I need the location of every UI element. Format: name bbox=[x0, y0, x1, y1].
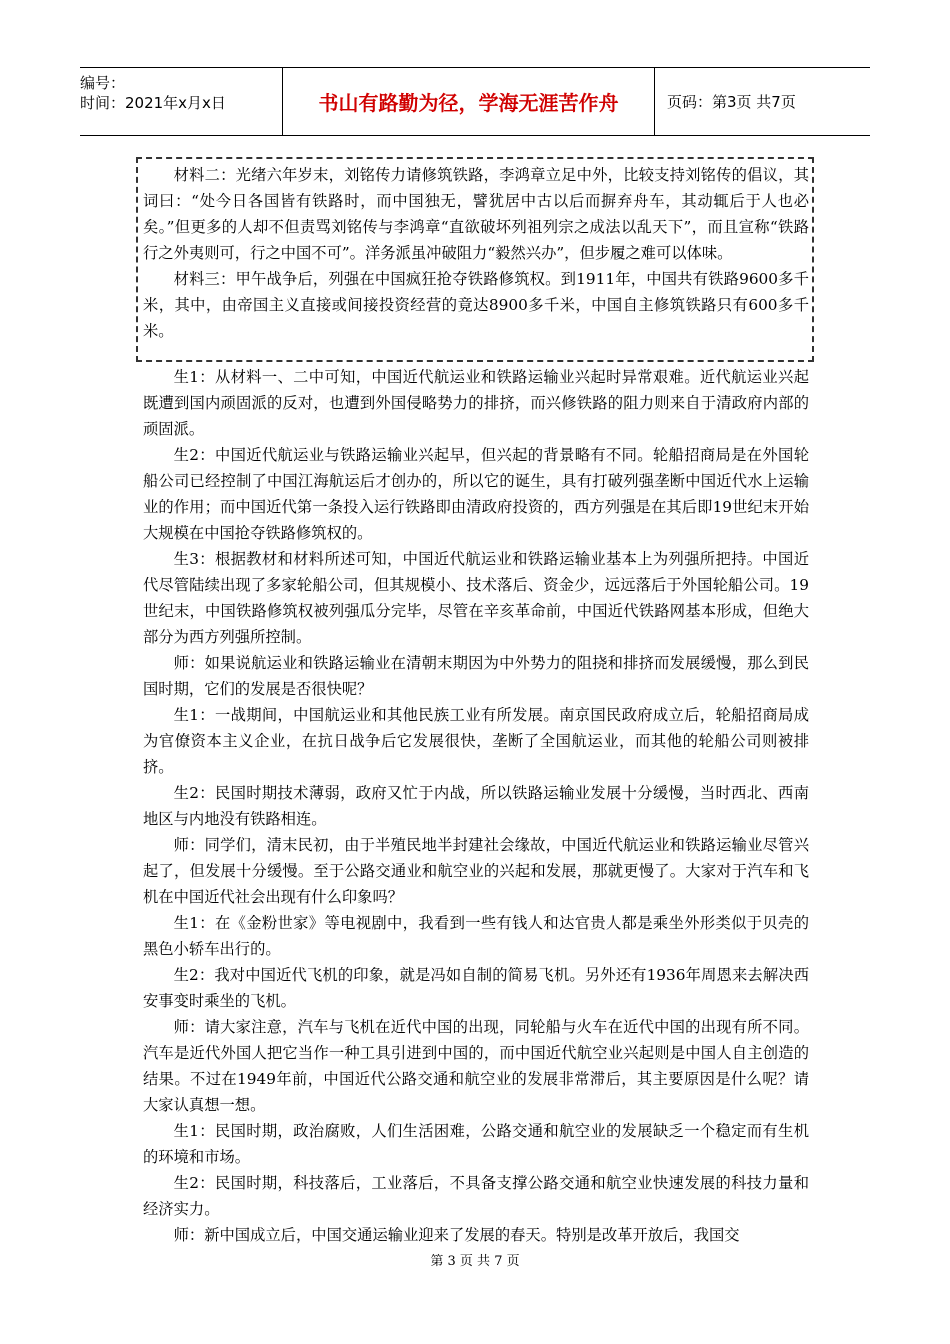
dialogue-paragraph: 生1：从材料一、二中可知，中国近代航运业和铁路运输业兴起时异常艰难。近代航运业兴起既遭到国内顽固派的反对，也遭到外国侵略势力的排挤，而兴修铁路的阻力则来自于清政府内部的顽固派。 bbox=[143, 368, 809, 438]
dialogue-paragraph: 生2：我对中国近代飞机的印象，就是冯如自制的简易飞机。另外还有1936年周恩来去解决西安事变时乘坐的飞机。 bbox=[143, 966, 809, 1010]
dialogue-paragraph: 师：同学们，清末民初，由于半殖民地半封建社会缘故，中国近代航运业和铁路运输业尽管兴起了，但发展十分缓慢。至于公路交通业和航空业的兴起和发展，那就更慢了。大家对于汽车和飞机在中国近代社会出现有什么印象吗？ bbox=[143, 836, 809, 906]
dialogue-paragraph: 师：新中国成立后，中国交通运输业迎来了发展的春天。特别是改革开放后，我国交 bbox=[173, 1226, 740, 1244]
dialogue-paragraph: 生1：民国时期，政治腐败，人们生活困难，公路交通和航空业的发展缺乏一个稳定而有生机的环境和市场。 bbox=[143, 1122, 809, 1166]
dialogue-paragraph: 生2：民国时期，科技落后，工业落后，不具备支撑公路交通和航空业快速发展的科技力量和经济实力。 bbox=[143, 1174, 809, 1218]
document-date: 时间：2021年x月x日 bbox=[80, 94, 226, 112]
dialogue-paragraph: 生1：一战期间，中国航运业和其他民族工业有所发展。南京国民政府成立后，轮船招商局成为官僚资本主义企业，在抗日战争后它发展很快，垄断了全国航运业，而其他的轮船公司则被排挤。 bbox=[143, 706, 809, 776]
header-meta bbox=[80, 68, 283, 135]
page-footer: 第 3 页 共 7 页 bbox=[430, 1254, 520, 1269]
header-motto: 书山有路勤为径，学海无涯苦作舟 bbox=[283, 68, 655, 135]
header-page-number: 页码：第3页 共7页 bbox=[667, 93, 796, 111]
material-paragraph: 材料二：光绪六年岁末，刘铭传力请修筑铁路，李鸿章立足中外，比较支持刘铭传的倡议，其词曰：“处今日各国皆有铁路时，而中国独无，譬犹居中古以后而摒弃舟车，其动辄后于人也必矣。”但更多的人却不但责骂刘铭传与李鸿章“直欲破坏列祖列宗之成法以乱天下”，而且宣称“铁路行之外夷则可，行之中国不可”。洋务派虽冲破阻力“毅然兴办”，但步履之难可以体味。 bbox=[143, 166, 809, 262]
dialogue-paragraph: 生2：中国近代航运业与铁路运输业兴起早，但兴起的背景略有不同。轮船招商局是在外国轮船公司已经控制了中国江海航运后才创办的，所以它的诞生，具有打破列强垄断中国近代水上运输业的作用；而中国近代第一条投入运行铁路即由清政府投资的，西方列强是在其后即19世纪末开始大规模在中国抢夺铁路修筑权的。 bbox=[143, 446, 809, 542]
dialogue-text bbox=[143, 364, 809, 1248]
dialogue-paragraph: 生2：民国时期技术薄弱，政府又忙于内战，所以铁路运输业发展十分缓慢，当时西北、西南地区与内地没有铁路相连。 bbox=[143, 784, 809, 828]
dialogue-paragraph: 师：请大家注意，汽车与飞机在近代中国的出现，同轮船与火车在近代中国的出现有所不同。汽车是近代外国人把它当作一种工具引进到中国的，而中国近代航空业兴起则是中国人自主创造的结果。不过在1949年前，中国近代公路交通和航空业的发展非常滞后，其主要原因是什么呢？请大家认真想一想。 bbox=[143, 1018, 809, 1114]
material-paragraph: 材料三：甲午战争后，列强在中国疯狂抢夺铁路修筑权。到1911年，中国共有铁路9600多千米，其中，由帝国主义直接或间接投资经营的竟达8900多千米，中国自主修筑铁路只有600多千米。 bbox=[143, 270, 809, 340]
dialogue-paragraph: 师：如果说航运业和铁路运输业在清朝末期因为中外势力的阻挠和排挤而发展缓慢，那么到民国时期，它们的发展是否很快呢？ bbox=[143, 654, 809, 698]
document-number: 编号： bbox=[80, 74, 126, 92]
materials-text bbox=[143, 162, 809, 344]
dialogue-paragraph: 生3：根据教材和材料所述可知，中国近代航运业和铁路运输业基本上为列强所把持。中国近代尽管陆续出现了多家轮船公司，但其规模小、技术落后、资金少，远远落后于外国轮船公司。19世纪末，中国铁路修筑权被列强瓜分完毕，尽管在辛亥革命前，中国近代铁路网基本形成，但绝大部分为西方列强所控制。 bbox=[143, 550, 809, 646]
dialogue-paragraph: 生1：在《金粉世家》等电视剧中，我看到一些有钱人和达官贵人都是乘坐外形类似于贝壳的黑色小轿车出行的。 bbox=[143, 914, 809, 958]
page-header bbox=[80, 67, 870, 136]
